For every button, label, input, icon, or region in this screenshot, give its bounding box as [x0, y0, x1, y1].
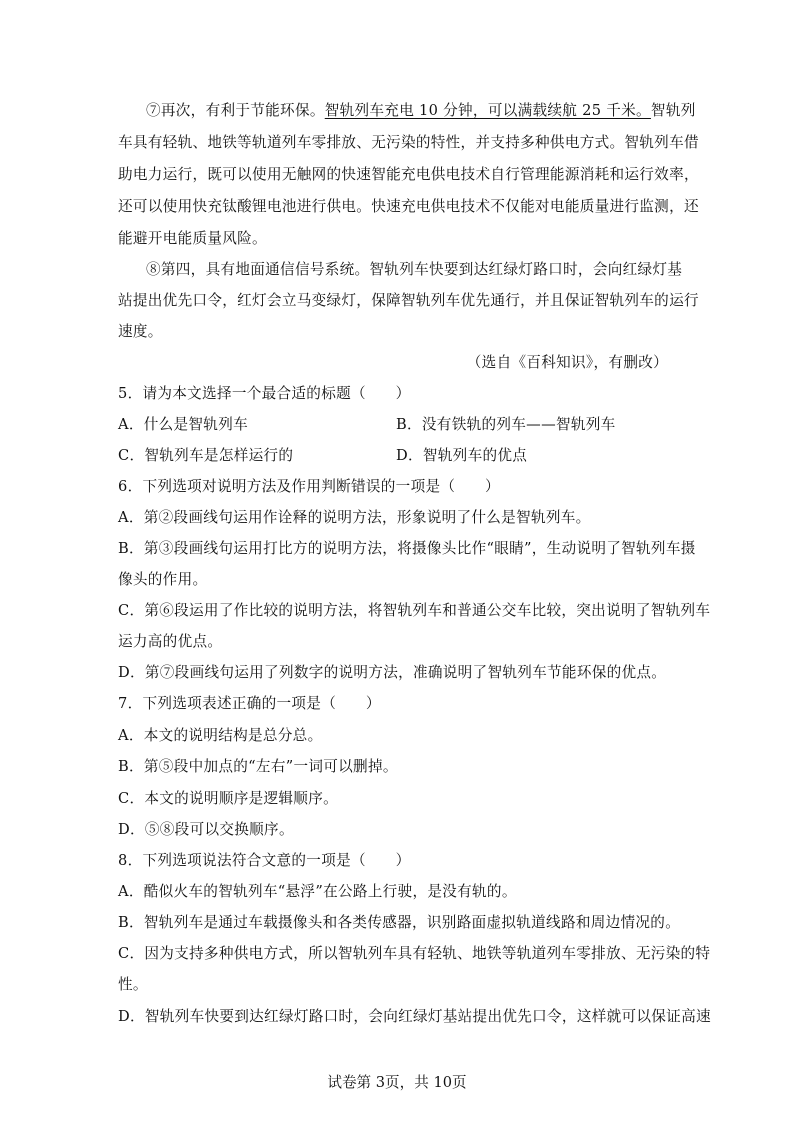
question-5-option-d: D．智轨列车的优点	[396, 447, 528, 464]
question-5-option-a: A．什么是智轨列车	[118, 416, 248, 433]
question-5-stem: 5．请为本文选择一个最合适的标题（ ）	[118, 385, 411, 402]
question-7-option-a: A．本文的说明结构是总分总。	[118, 727, 323, 744]
paragraph-7-line-3: 助电力运行，既可以使用无触网的快速智能充电供电技术自行管理能源消耗和运行效率，	[118, 166, 699, 183]
paragraph-8-line-3: 速度。	[118, 323, 163, 340]
question-6-option-b-line-1: B．第③段画线句运用打比方的说明方法，将摄像头比作“眼睛”，生动说明了智轨列车摄	[118, 540, 696, 557]
question-8-option-c-line-1: C．因为支持多种供电方式，所以智轨列车具有轻轨、地铁等轨道列车零排放、无污染的特	[118, 945, 711, 962]
question-6-option-c-line-2: 运力高的优点。	[118, 633, 223, 650]
question-7-option-b: B．第⑤段中加点的“左右”一词可以删掉。	[118, 758, 398, 775]
paragraph-7-line-5: 能避开电能质量风险。	[118, 230, 267, 247]
paragraph-7-underlined-sentence: 智轨列车充电 10 分钟，可以满载续航 25 千米。	[324, 102, 651, 119]
question-6-option-c-line-1: C．第⑥段运用了作比较的说明方法，将智轨列车和普通公交车比较，突出说明了智轨列车	[118, 602, 711, 619]
question-8-stem: 8．下列选项说法符合文意的一项是（ ）	[118, 852, 411, 869]
question-6-option-d: D．第⑦段画线句运用了列数字的说明方法，准确说明了智轨列车节能环保的优点。	[118, 664, 667, 681]
question-5-option-b: B．没有铁轨的列车——智轨列车	[396, 416, 616, 433]
paragraph-7-line-2: 车具有轻轨、地铁等轨道列车零排放、无污染的特性，并支持多种供电方式。智轨列车借	[118, 134, 699, 151]
question-6-stem: 6．下列选项对说明方法及作用判断错误的一项是（ ）	[118, 478, 500, 495]
paragraph-8-line-1: ⑧第四，具有地面通信信号系统。智轨列车快要到达红绿灯路口时，会向红绿灯基	[146, 261, 683, 278]
question-8-option-d: D．智轨列车快要到达红绿灯路口时，会向红绿灯基站提出优先口令，这样就可以保证高速	[118, 1008, 711, 1025]
question-7-option-c: C．本文的说明顺序是逻辑顺序。	[118, 790, 338, 807]
question-8-option-c-line-2: 性。	[118, 976, 148, 993]
question-7-option-d: D．⑤⑧段可以交换顺序。	[118, 821, 294, 838]
paragraph-7-line-1	[146, 101, 706, 121]
paragraph-7-line-4: 还可以使用快充钛酸锂电池进行供电。快速充电供电技术不仅能对电能质量进行监测，还	[118, 198, 699, 215]
page-footer: 试卷第 3页，共 10页	[327, 1074, 467, 1091]
question-6-option-b-line-2: 像头的作用。	[118, 571, 208, 588]
paragraph-8-line-2: 站提出优先口令，红灯会立马变绿灯，保障智轨列车优先通行，并且保证智轨列车的运行	[118, 292, 699, 309]
question-6-option-a: A．第②段画线句运用作诠释的说明方法，形象说明了什么是智轨列车。	[118, 509, 591, 526]
source-citation: （选自《百科知识》，有删改）	[466, 354, 668, 371]
question-7-stem: 7．下列选项表述正确的一项是（ ）	[118, 695, 381, 712]
question-5-option-c: C．智轨列车是怎样运行的	[118, 447, 294, 464]
paragraph-7-tail: 智轨列	[650, 102, 696, 119]
paragraph-7-lead: ⑦再次，有利于节能环保。	[146, 102, 325, 119]
question-8-option-b: B．智轨列车是通过车载摄像头和各类传感器，识别路面虚拟轨道线路和周边情况的。	[118, 914, 681, 931]
question-8-option-a: A．酷似火车的智轨列车“悬浮”在公路上行驶，是没有轨的。	[118, 883, 517, 900]
